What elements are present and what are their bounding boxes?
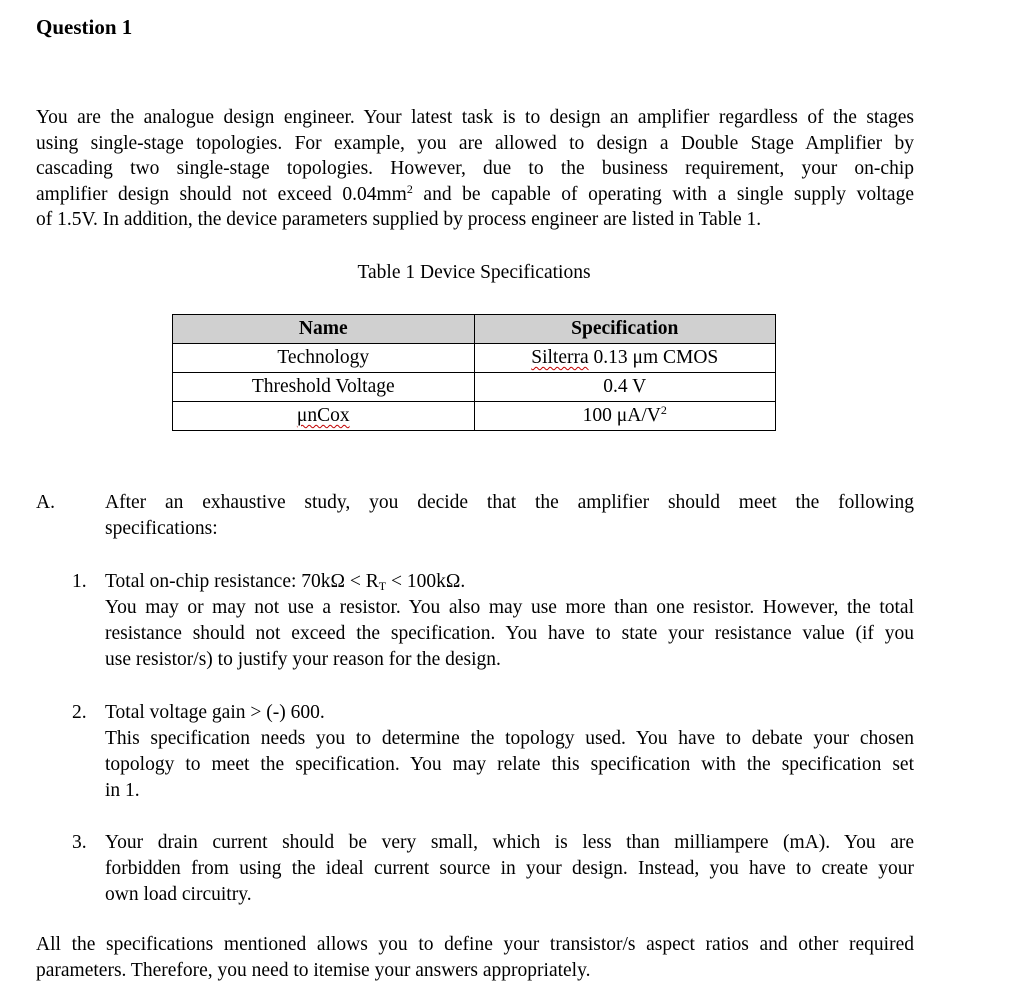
superscript: 2 — [660, 403, 667, 417]
column-header-name: Name — [173, 315, 475, 344]
device-spec-table — [172, 314, 776, 431]
table-caption: Table 1 Device Specifications — [357, 262, 591, 283]
spellcheck-word: Silterra — [531, 347, 589, 368]
table-row — [173, 344, 776, 373]
cell-spec — [474, 402, 776, 431]
item-line: resistance should not exceed the specification. You have to state your resistance value (if you — [105, 623, 914, 644]
item-text: < 100kΩ. — [386, 571, 466, 592]
column-header-specification: Specification — [474, 315, 776, 344]
spec-text: 0.13 μm CMOS — [588, 347, 719, 368]
cell-name — [173, 402, 475, 431]
item-line — [105, 569, 914, 595]
list-item — [105, 830, 914, 908]
item-line: forbidden from using the ideal current source in your design. Instead, you have to create your — [105, 858, 914, 879]
closing-line: parameters. Therefore, you need to itemise your answers appropriately. — [36, 960, 591, 981]
closing-line: All the specifications mentioned allows you to define your transistor/s aspect ratios and other required — [36, 934, 914, 955]
subscript: T — [378, 579, 387, 593]
intro-line — [36, 182, 914, 208]
cell-name: Technology — [173, 344, 475, 373]
cell-name: Threshold Voltage — [173, 373, 475, 402]
item-line: You may or may not use a resistor. You also may use more than one resistor. However, the total — [105, 597, 914, 618]
intro-paragraph — [36, 105, 914, 233]
section-line: After an exhaustive study, you decide that the amplifier should meet the following — [105, 492, 914, 513]
table-row — [173, 373, 776, 402]
section-label: A. — [36, 492, 55, 513]
list-item — [105, 569, 914, 673]
item-line: topology to meet the specification. You may relate this specification with the specification set — [105, 754, 914, 775]
section-paragraph — [105, 490, 914, 542]
intro-text: amplifier design should not exceed 0.04mm — [36, 183, 407, 205]
spellcheck-word: μnCox — [296, 405, 350, 426]
cell-spec: 0.4 V — [474, 373, 776, 402]
list-item-number: 1. — [72, 571, 87, 592]
item-line: Total voltage gain > (-) 600. — [105, 702, 325, 723]
cell-spec — [474, 344, 776, 373]
item-text: Total on-chip resistance: 70kΩ < R — [105, 571, 379, 592]
item-line: in 1. — [105, 780, 140, 801]
list-item-number: 3. — [72, 832, 87, 853]
item-line: This specification needs you to determine the topology used. You have to debate your chosen — [105, 728, 914, 749]
section-line: specifications: — [105, 518, 218, 539]
intro-line: cascading two single-stage topologies. However, due to the business requirement, your on-chip — [36, 158, 914, 180]
list-item — [105, 700, 914, 804]
item-line: own load circuitry. — [105, 884, 252, 905]
table-header-row — [173, 315, 776, 344]
item-line: Your drain current should be very small, which is less than milliampere (mA). You are — [105, 832, 914, 853]
question-heading: Question 1 — [36, 15, 133, 39]
superscript: 2 — [406, 181, 413, 196]
spec-text: 100 μA/V — [582, 405, 661, 426]
table-row — [173, 402, 776, 431]
intro-line: using single-stage topologies. For example, you are allowed to design a Double Stage Amplifier by — [36, 132, 914, 154]
intro-line: of 1.5V. In addition, the device parameters supplied by process engineer are listed in Table 1. — [36, 209, 762, 231]
intro-text: and be capable of operating with a single supply voltage — [412, 183, 914, 205]
intro-line: You are the analogue design engineer. Your latest task is to design an amplifier regardless of the stages — [36, 107, 914, 128]
closing-paragraph — [36, 932, 914, 984]
item-line: use resistor/s) to justify your reason for the design. — [105, 649, 501, 670]
list-item-number: 2. — [72, 702, 87, 723]
